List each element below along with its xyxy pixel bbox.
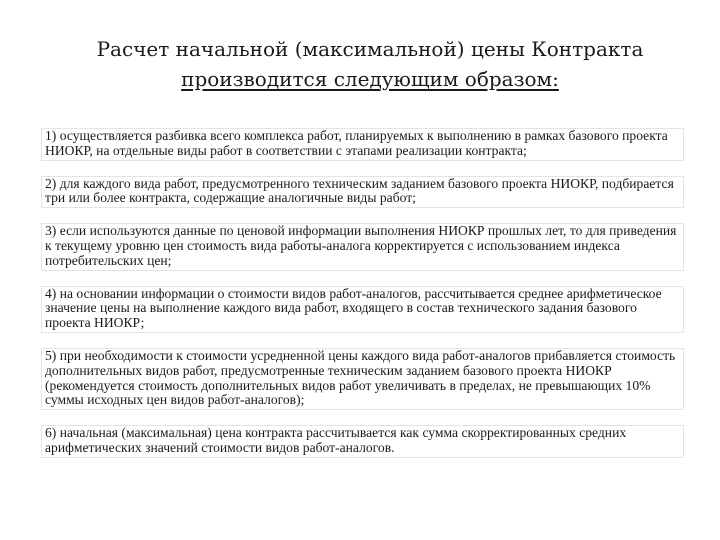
title-line-1: Расчет начальной (максимальной) цены Контракта xyxy=(96,37,644,61)
item-list xyxy=(44,128,684,458)
list-item-4: 4) на основании информации о стоимости видов работ-аналогов, рассчитывается среднее арифметическое значение цены на выполнение каждого вида работ, входящего в состав технического задания базового проекта НИОКР; xyxy=(41,286,684,333)
list-item-6: 6) начальная (максимальная) цена контракта рассчитывается как сумма скорректированных средних арифметических значений стоимости видов работ-аналогов. xyxy=(41,425,684,458)
list-item-5: 5) при необходимости к стоимости усредненной цены каждого вида работ-аналогов прибавляется стоимость дополнительных видов работ, предусмотренные техническим заданием базового проекта НИОКР (рекомендуется стоимость дополнительных видов работ увеличивать в пределах, не превышающих 10% суммы исходных цен видов работ-аналогов); xyxy=(41,348,684,410)
list-item-3: 3) если используются данные по ценовой информации выполнения НИОКР прошлых лет, то для приведения к текущему уровню цен стоимость вида работы-аналога корректируется с использованием индекса потребительских цен; xyxy=(41,223,684,270)
list-item-2: 2) для каждого вида работ, предусмотренного техническим заданием базового проекта НИОКР, подбирается три или более контракта, содержащие аналогичные виды работ; xyxy=(41,176,684,209)
title-line-2: производится следующим образом: xyxy=(181,67,559,91)
list-item-1: 1) осуществляется разбивка всего комплекса работ, планируемых к выполнению в рамках базового проекта НИОКР, на отдельные виды работ в соответствии с этапами реализации контракта; xyxy=(41,128,684,161)
slide-title xyxy=(60,34,680,94)
